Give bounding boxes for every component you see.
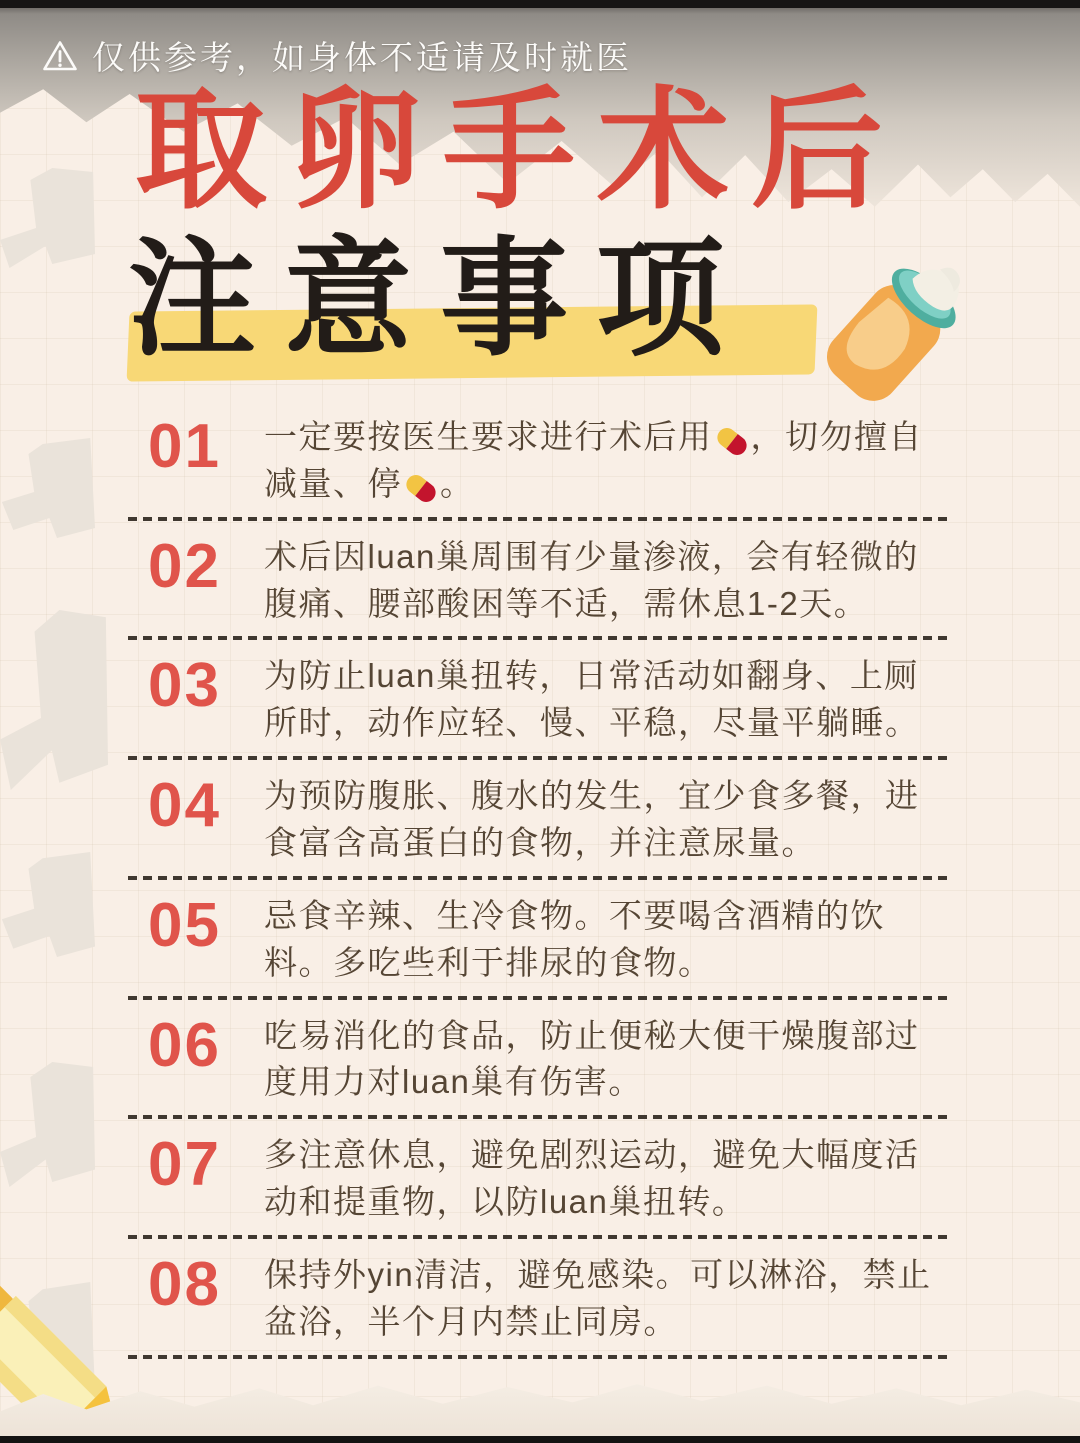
pill-icon [713,424,750,459]
list-item [128,890,952,1013]
torn-paper-bottom-edge [0,1373,1080,1443]
page-title-line2: 注意事项 [128,228,753,371]
item-text: 一定要按医生要求进行术后用 ，切勿擅自减量、停 。 [264,414,952,508]
dashed-divider [128,1355,952,1359]
list-item [128,531,952,654]
item-number: 06 [148,1010,221,1080]
item-number: 08 [148,1250,221,1320]
torn-paper-tab [0,610,108,790]
dashed-divider [128,996,952,1000]
item-text: 保持外yin清洁，避免感染。可以淋浴，禁止盆浴，半个月内禁止同房。 [264,1256,932,1340]
item-text: 术后因luan巢周围有少量渗液，会有轻微的腹痛、腰部酸困等不适，需休息1-2天。 [264,537,919,622]
dashed-divider [128,876,952,880]
item-number: 01 [148,412,221,481]
bottom-edge-strip [0,1436,1080,1443]
dashed-divider [128,1115,952,1119]
item-text: 忌食辛辣、生冷食物。不要喝含酒精的饮料。多吃些利于排尿的食物。 [264,896,885,981]
item-number: 02 [148,531,221,601]
page-title-line1: 取卵手术后 [135,77,905,224]
list-item [128,1252,952,1372]
item-text: 多注意休息，避免剧烈运动，避免大幅度活动和提重物，以防luan巢扭转。 [264,1136,920,1221]
list-item [128,653,952,773]
item-number: 05 [148,890,221,960]
item-number: 03 [148,651,221,721]
dashed-divider [128,1235,952,1239]
torn-paper-tab [0,852,95,957]
list-item [128,1132,952,1252]
item-text: 吃易消化的食品，防止便秘大便干燥腹部过度用力对luan巢有伤害。 [264,1016,920,1101]
top-edge-strip [0,0,1080,8]
item-number: 07 [148,1130,221,1200]
list-item [128,773,952,893]
list-item [128,1010,952,1133]
disclaimer-text: 仅供参考，如身体不适请及时就医 [92,39,632,76]
list-item [128,414,952,534]
warning-triangle-icon [42,38,78,74]
torn-paper-tab [0,1062,95,1187]
dashed-divider [128,756,952,760]
item-text: 为预防腹胀、腹水的发生，宜少食多餐，进食富含高蛋白的食物，并注意尿量。 [264,777,920,862]
pill-icon [403,471,440,506]
dashed-divider [128,636,952,640]
page-title-line2-wrap [128,228,828,388]
disclaimer-banner [42,32,632,79]
dashed-divider [128,517,952,521]
torn-paper-tab [0,438,95,538]
notes-list [128,414,952,1372]
item-text: 为防止luan巢扭转，日常活动如翻身、上厕所时，动作应轻、慢、平稳，尽量平躺睡。 [264,657,920,742]
item-number: 04 [148,771,221,841]
